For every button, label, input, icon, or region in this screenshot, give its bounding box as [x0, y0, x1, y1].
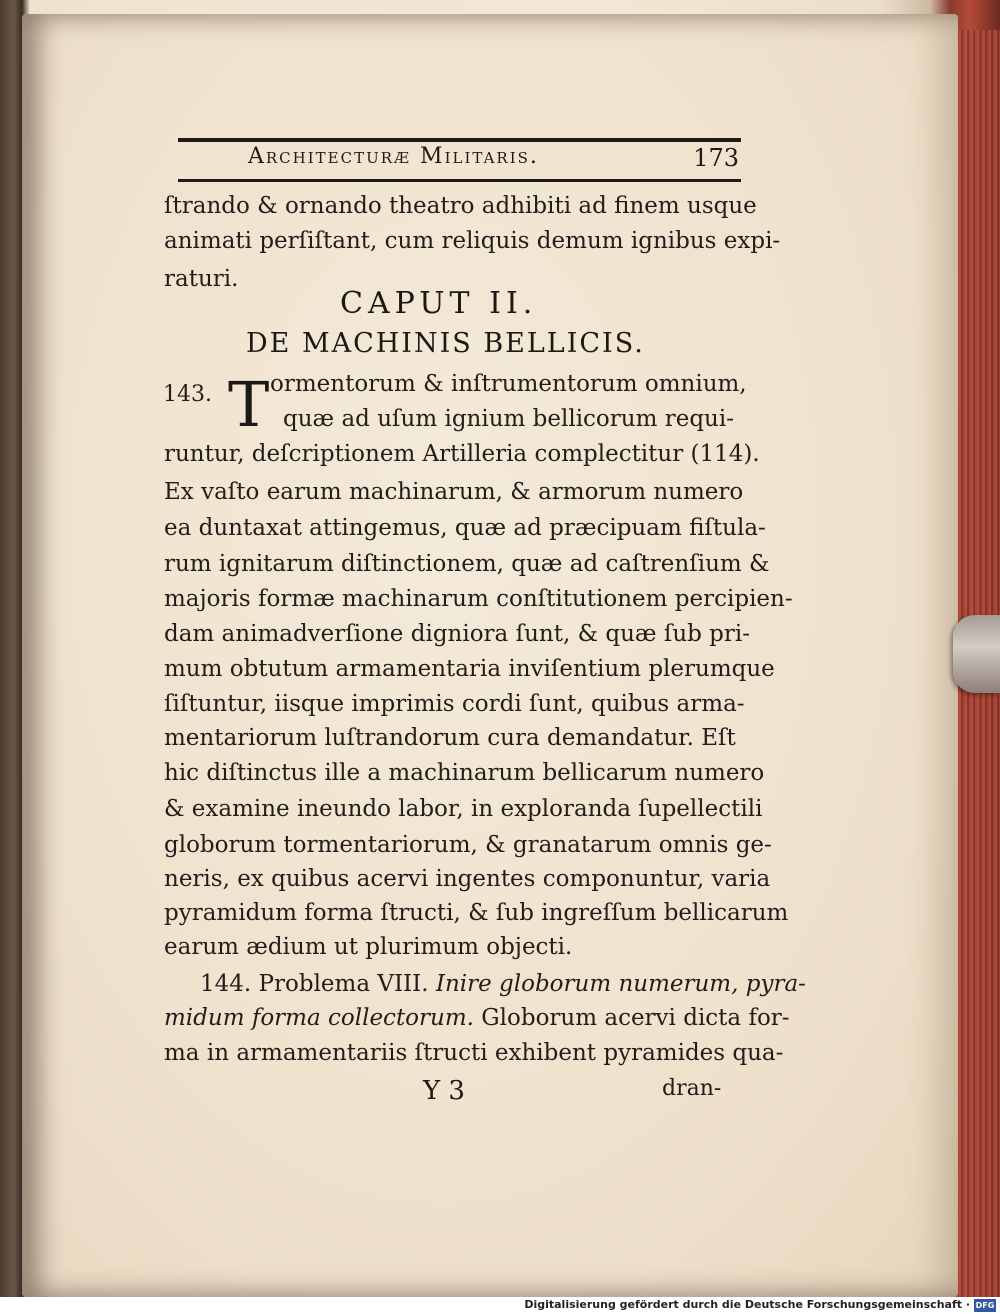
signature-mark: Y 3 — [423, 1076, 465, 1106]
text-line: neris, ex quibus acervi ingentes componuntur, varia — [164, 866, 771, 892]
book-clasp — [953, 615, 1000, 693]
problem-title: Inire globorum numerum, pyra- — [435, 971, 806, 997]
text-line: mum obtutum armamentaria inviſentium plerumque — [164, 656, 775, 682]
text-line: ſtrando & ornando theatro adhibiti ad finem usque — [164, 193, 757, 219]
text-line: ea duntaxat attingemus, quæ ad præcipuam fiſtula- — [164, 515, 766, 541]
text-line: & examine ineundo labor, in exploranda ſupellectili — [164, 796, 763, 822]
text-line: mentariorum luſtrandorum cura demandatur. Eſt — [164, 725, 736, 751]
running-head — [178, 144, 741, 178]
text-line: pyramidum forma ſtructi, & ſub ingreſſum bellicarum — [164, 900, 789, 926]
text-line: ormentorum & inſtrumentorum omnium, — [270, 371, 747, 397]
text-line: rum ignitarum diſtinctionem, quæ ad caſtrenſium & — [164, 551, 770, 577]
text-line: raturi. — [164, 266, 239, 292]
text-line — [200, 969, 806, 999]
text-line: dam animadverſione digniora ſunt, & quæ ſub pri- — [164, 621, 751, 647]
text-line: hic diſtinctus ille a machinarum bellicarum numero — [164, 760, 765, 786]
text-line: runtur, deſcriptionem Artilleria complectitur (114). — [164, 441, 760, 467]
footer-bar — [0, 1297, 1000, 1315]
text-line: ſiſtuntur, iisque imprimis cordi ſunt, quibus arma- — [164, 691, 745, 717]
text-line: majoris formæ machinarum conſtitutionem percipien- — [164, 586, 793, 612]
chapter-number: CAPUT II. — [340, 286, 538, 321]
text-line — [164, 1003, 790, 1033]
catchword: dran- — [662, 1076, 722, 1101]
problem-label: 144. Problema VIII. — [200, 971, 436, 997]
text-line: earum ædium ut plurimum objecti. — [164, 934, 573, 960]
chapter-title: DE MACHINIS BELLICIS. — [246, 328, 645, 359]
header-rule-bottom — [178, 179, 741, 182]
running-title: Architecturæ Militaris. — [248, 144, 539, 169]
text-line: animati perſiſtant, cum reliquis demum ignibus expi- — [164, 228, 781, 254]
text-line: quæ ad uſum ignium bellicorum requi- — [283, 406, 734, 432]
header-rule-top — [178, 138, 741, 142]
page-number: 173 — [693, 144, 739, 172]
text-line: Ex vaſto earum machinarum, & armorum numero — [164, 479, 744, 505]
text-line: globorum tormentariorum, & granatarum omnis ge- — [164, 832, 772, 858]
text-line: ma in armamentariis ſtructi exhibent pyramides qua- — [164, 1040, 784, 1066]
paragraph-number: 143. — [163, 382, 212, 407]
dfg-logo-icon: DFG — [975, 1301, 995, 1310]
footer-credit: Digitalisierung gefördert durch die Deutsche Forschungsgemeinschaft · — [524, 1298, 970, 1311]
problem-text: Globorum acervi dicta for- — [473, 1005, 790, 1031]
drop-cap: T — [228, 368, 270, 441]
problem-title-cont: midum forma collectorum. — [164, 1005, 474, 1031]
